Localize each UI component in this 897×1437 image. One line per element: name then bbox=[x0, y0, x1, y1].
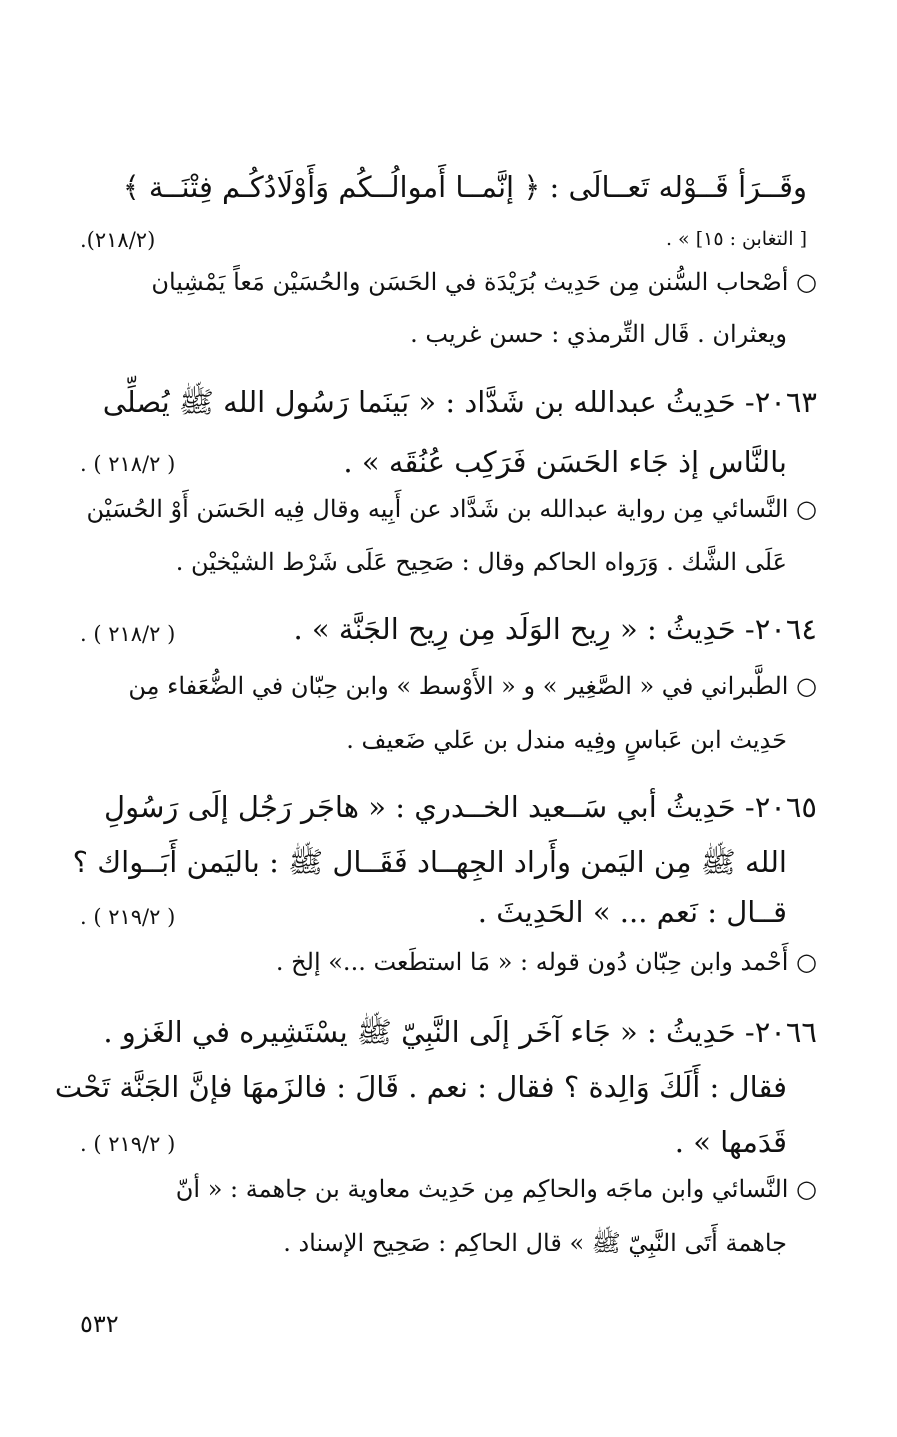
hadith-entry: ٢٠٦٥- حَدِيثُ أبي سَــعيد الخــدري : « هاجَر رَجُل إلَى رَسُولِ bbox=[104, 790, 817, 824]
commentary-line: جاهمة أَتَى النَّبِيّ ﷺ » قال الحاكِم : صَحِيح الإسناد . bbox=[283, 1229, 787, 1257]
verse-reference: [ التغابن : ١٥] » . bbox=[665, 228, 807, 250]
quran-verse-line: وقَــرَأ قَــوْله تَعــالَى : ﴿ إنَّمــا أَموالُــكُم وَأَوْلَادُكُـم فِتْنَــة ﴾ bbox=[122, 170, 807, 204]
commentary-line: عَلَى الشَّك . وَرَواه الحاكم وقال : صَحِيح عَلَى شَرْط الشيْخيْن . bbox=[175, 548, 787, 576]
commentary-line: ○ النَّسائي وابن ماجَه والحاكِم مِن حَدِيث معاوية بن جاهمة : « أنّ bbox=[175, 1175, 817, 1203]
citation: ( ٢١٩/٢ ) . bbox=[80, 1132, 176, 1156]
commentary-line: ○ الطَّبراني في « الصَّغِير » و « الأَوْسط » وابن حِبّان في الضُّعَفاء مِن bbox=[128, 672, 817, 700]
commentary-line: ○ أَحْمد وابن حِبّان دُون قوله : « مَا استطَعت ...» إلخ . bbox=[275, 948, 817, 976]
hadith-text: فقال : أَلَكَ وَالِدة ؟ فقال : نعم . قَالَ : فالزَمهَا فإنَّ الجَنَّة تَحْت bbox=[54, 1070, 787, 1104]
hadith-entry: ٢٠٦٣- حَدِيثُ عبدالله بن شَدَّاد : « بَينَما رَسُول الله ﷺ يُصلِّى bbox=[102, 385, 817, 419]
hadith-text: الله ﷺ مِن اليَمن وأَراد الجِهــاد فَقَــال ﷺ : باليَمن أَبَــواك ؟ bbox=[72, 845, 787, 879]
commentary-line: ○ أصْحاب السُّنن مِن حَدِيث بُرَيْدَة في الحَسَن والحُسَيْن مَعاً يَمْشِيان bbox=[151, 268, 817, 296]
hadith-text: قــال : نَعم ... » الحَدِيثَ . bbox=[477, 895, 787, 929]
hadith-text: قَدَمها » . bbox=[674, 1125, 787, 1159]
hadith-text: بالنَّاس إذ جَاء الحَسَن فَرَكِب عُنُقَه » . bbox=[343, 445, 787, 479]
citation: ( ٢١٩/٢ ) . bbox=[80, 905, 176, 929]
hadith-entry: ٢٠٦٤- حَدِيثُ : « رِيح الوَلَد مِن رِيح الجَنَّة » . bbox=[293, 612, 817, 646]
citation: (٢١٨/٢). bbox=[80, 228, 156, 252]
commentary-line: ○ النَّسائي مِن رواية عبدالله بن شَدَّاد عن أَبِيه وقال فِيه الحَسَن أَوْ الحُسَيْن bbox=[86, 495, 817, 523]
commentary-line: حَدِيث ابن عَباسٍ وفِيه مندل بن عَلي ضَعيف . bbox=[346, 726, 787, 754]
commentary-line: ويعثران . قَال التِّرمذي : حسن غريب . bbox=[410, 320, 787, 348]
hadith-entry: ٢٠٦٦- حَدِيثُ : « جَاء آخَر إلَى النَّبِيّ ﷺ يسْتَشِيره في الغَزو . bbox=[103, 1015, 817, 1049]
page-number: ٥٣٢ bbox=[80, 1310, 119, 1338]
citation: ( ٢١٨/٢ ) . bbox=[80, 622, 176, 646]
citation: ( ٢١٨/٢ ) . bbox=[80, 452, 176, 476]
